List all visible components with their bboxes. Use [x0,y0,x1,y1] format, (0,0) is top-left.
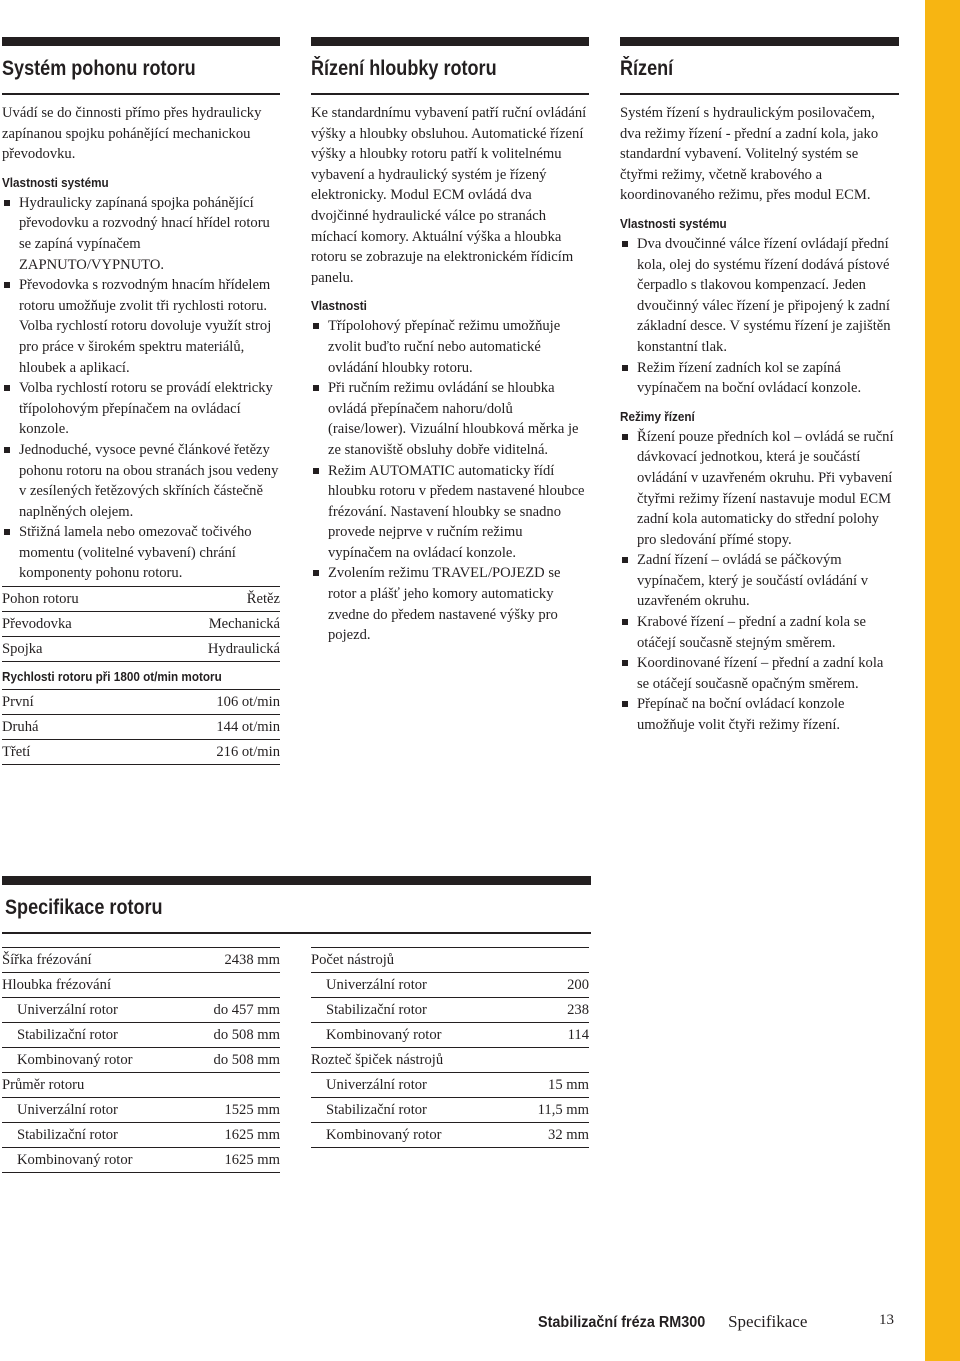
features-title: Vlastnosti systému [620,215,727,231]
table-row [2,587,280,612]
accent-bar [925,0,960,1361]
table-row [2,637,280,662]
table-value [511,948,589,973]
table-label: Kombinovaný rotor [2,1048,186,1073]
spec-left [2,947,280,1173]
table-value: 144 ot/min [103,715,280,740]
table-row [2,1048,280,1073]
table-label: Průměr rotoru [2,1073,186,1098]
footer-product: Stabilizační fréza RM300 [538,1314,706,1331]
column-steering [620,37,899,736]
divider [620,93,899,95]
table-row [2,973,280,998]
table-row [311,1123,589,1148]
list-item: Jednoduché, vysoce pevné článkové řetězy pohonu rotoru na obou stranách jsou vedeny v zesílených řetězových skříních částečně naplněných olejem. [2,440,280,522]
table-value: do 457 mm [186,998,280,1023]
section-bar [2,37,280,46]
table-label: Hloubka frézování [2,973,186,998]
section-heading: Řízení [620,57,674,80]
table-label: Univerzální rotor [311,973,511,998]
table-value: 114 [511,1023,589,1048]
section-bar [2,876,591,885]
table-row [2,998,280,1023]
drive-table [2,586,280,662]
table-value: 11,5 mm [511,1098,589,1123]
table-value: 15 mm [511,1073,589,1098]
list-item: Zadní řízení – ovládá se páčkovým vypínačem, který je součástí ovládání v uzavřeném okruhu. [620,550,899,612]
modes-title: Režimy řízení [620,408,695,424]
table-value: 200 [511,973,589,998]
features-title: Vlastnosti systému [2,174,109,190]
table-label: Stabilizační rotor [2,1023,186,1048]
table-row [311,948,589,973]
list-item: Střižná lamela nebo omezovač točivého momentu (volitelné vybavení) chrání komponenty pohonu rotoru. [2,522,280,584]
intro-text: Ke standardnímu vybavení patří ruční ovládání výšky a hloubky obsluhou. Automatické řízení výšky a hloubky rotoru patří k volitelnému vybavení a hydraulický systém je řízený elektronicky. Modul ECM ovládá dva dvojčinné hydraulické válce po stranách míchací komory. Aktuální výška a hloubka rotoru se zobrazuje na elektronickém řídicím panelu. [311,105,587,286]
table-value: 1525 mm [186,1098,280,1123]
table-row [2,715,280,740]
table-row [2,948,280,973]
section-heading: Systém pohonu rotoru [2,57,196,80]
table-value: Mechanická [145,612,280,637]
table-row [2,1073,280,1098]
features-title: Vlastnosti [311,298,367,314]
table-label: Kombinovaný rotor [311,1023,511,1048]
table-row [2,1123,280,1148]
divider [2,93,280,95]
table-value: 32 mm [511,1123,589,1148]
section-heading: Specifikace rotoru [5,896,163,919]
list-item: Dva dvoučinné válce řízení ovládají přední kola, olej do systému řízení dodává pístové čerpadlo s tlakovou kompenzací. Jeden dvoučinný válec řízení je připojený k zadní základní desce. V systému řízení je zajištěn konstantní tlak. [620,234,899,358]
page-number: 13 [879,1312,894,1328]
features-list [311,316,589,646]
speeds-table [2,689,280,765]
table-row [311,1098,589,1123]
table-row [2,740,280,765]
features-list [2,193,280,584]
table-label: Univerzální rotor [2,1098,186,1123]
table-value: 2438 mm [186,948,280,973]
table-label: Převodovka [2,612,145,637]
table-row [311,973,589,998]
list-item: Převodovka s rozvodným hnacím hřídelem rotoru umožňuje zvolit tři rychlosti rotoru. Volba rychlostí rotoru dovoluje využít stroj pro práce v širokém spektru materiálů, hloubek a aplikací. [2,275,280,378]
footer-section: Specifikace [728,1312,808,1331]
list-item: Režim AUTOMATIC automaticky řídí hloubku rotoru v předem nastavené hloubce frézování. Nastavení hloubky se snadno provede nejprve v ručním režimu vypínačem na ovládací konzole. [311,461,589,564]
table-row [2,612,280,637]
table-row [311,1023,589,1048]
table-value [186,973,280,998]
spec-left-table [2,947,280,1173]
table-value: Hydraulická [145,637,280,662]
list-item: Přepínač na boční ovládací konzole umožňuje volit čtyři režimy řízení. [620,694,899,735]
features-list [620,234,899,399]
list-item: Krabové řízení – přední a zadní kola se otáčejí současně stejným směrem. [620,612,899,653]
list-item: Řízení pouze předních kol – ovládá se ruční dávkovací jednotkou, která je součástí ovládání v uzavřeném okruhu. Při vybavení čtyřmi režimy řízení nastavuje modul ECM zadní kola automaticky do střední polohy pro sledování přímé stopy. [620,427,899,551]
table-row [2,1023,280,1048]
table-label: První [2,690,103,715]
table-value: 1625 mm [186,1123,280,1148]
table-label: Pohon rotoru [2,587,145,612]
table-row [311,998,589,1023]
list-item: Zvolením režimu TRAVEL/POJEZD se rotor a plášť jeho komory automaticky zvedne do předem nastavené výšky pro pojezd. [311,563,589,645]
section-bar [311,37,589,46]
table-value [511,1048,589,1073]
table-row [311,1048,589,1073]
divider [311,93,589,95]
table-label: Spojka [2,637,145,662]
table-value: do 508 mm [186,1048,280,1073]
footer [538,1312,807,1332]
list-item: Koordinované řízení – přední a zadní kola se otáčejí současně opačným směrem. [620,653,899,694]
list-item: Volba rychlostí rotoru se provádí elektricky třípolohovým přepínačem na ovládací konzole. [2,378,280,440]
table-value: 216 ot/min [103,740,280,765]
column-depth-control [311,37,589,646]
modes-list [620,427,899,736]
list-item: Třípolohový přepínač režimu umožňuje zvolit buďto ruční nebo automatické ovládání hloubky rotoru. [311,316,589,378]
list-item: Hydraulicky zapínaná spojka pohánějící převodovku a rozvodný hnací hřídel rotoru se zapíná vypínačem ZAPNUTO/VYPNUTO. [2,193,280,275]
table-label: Druhá [2,715,103,740]
spec-right-table [311,947,589,1148]
table-row [2,1148,280,1173]
table-label: Počet nástrojů [311,948,511,973]
table-value: 106 ot/min [103,690,280,715]
table-value [186,1073,280,1098]
section-bar [620,37,899,46]
table-row [2,1098,280,1123]
table-label: Univerzální rotor [311,1073,511,1098]
rotor-spec-section [2,876,591,934]
spec-right [311,947,589,1148]
divider [2,932,591,934]
speeds-title: Rychlosti rotoru při 1800 ot/min motoru [2,669,222,685]
section-heading: Řízení hloubky rotoru [311,57,497,80]
table-label: Kombinovaný rotor [2,1148,186,1173]
table-value: do 508 mm [186,1023,280,1048]
table-label: Stabilizační rotor [311,998,511,1023]
table-label: Kombinovaný rotor [311,1123,511,1148]
table-row [311,1073,589,1098]
table-row [2,690,280,715]
table-value: 1625 mm [186,1148,280,1173]
table-label: Rozteč špiček nástrojů [311,1048,511,1073]
intro-text: Systém řízení s hydraulickým posilovačem, dva režimy řízení - přední a zadní kola, jako standardní vybavení. Volitelný systém se čtyřmi režimy, včetně krabového a koordinovaného režimu, přes modul ECM. [620,105,879,204]
list-item: Při ručním režimu ovládání se hloubka ovládá přepínačem nahoru/dolů (raise/lower). Vizuální hloubková měrka je ze stanoviště obsluhy dobře viditelná. [311,378,589,460]
column-rotor-drive [2,37,280,765]
list-item: Režim řízení zadních kol se zapíná vypínačem na boční ovládací konzole. [620,358,899,399]
table-value: 238 [511,998,589,1023]
table-label: Třetí [2,740,103,765]
table-label: Šířka frézování [2,948,186,973]
table-value: Řetěz [145,587,280,612]
table-label: Stabilizační rotor [311,1098,511,1123]
intro-text: Uvádí se do činnosti přímo přes hydraulicky zapínanou spojku pohánějící mechanickou převodovku. [2,105,262,163]
table-label: Univerzální rotor [2,998,186,1023]
table-label: Stabilizační rotor [2,1123,186,1148]
